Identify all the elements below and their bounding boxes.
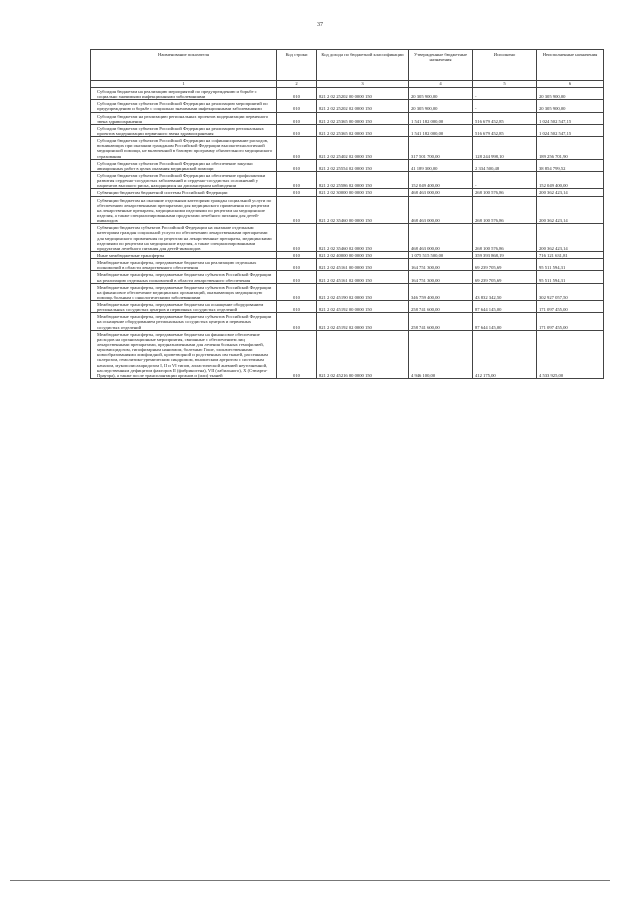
row-approved: 1 541 182 000,00 <box>409 112 473 124</box>
row-name: Межбюджетные трансферты, передаваемые бюджетам субъектов Российской Федерации на финансовое обеспечение медицинских организаций, оказывающих медицинскую помощь больным с онкологическими заболеваниями <box>91 283 277 300</box>
row-code: 010 <box>277 271 317 283</box>
table-row <box>91 137 604 160</box>
row-kbk: 821 2 02 25402 02 0000 150 <box>317 137 409 160</box>
row-unexecuted: 20 305 900,00 <box>537 88 604 100</box>
row-name: Субвенции бюджетам субъектов Российской Федерации на оказание отдельным категориям граждан социальной услуги по обеспечению лекарственными препаратами для медицинского применения по рецептам на лекарственные препараты, медицинскими изделиями по рецептам на медицинские изделия, а также специализированными продуктами лечебного питания для детей-инвалидов <box>91 224 277 252</box>
row-name: Межбюджетные трансферты, передаваемые бюджетам на оснащение оборудованием региональных сосудистых центров и первичных сосудистых отделений <box>91 301 277 313</box>
header-row-code: Код строки <box>277 50 317 81</box>
row-kbk: 821 2 02 25554 02 0000 150 <box>317 159 409 171</box>
row-code: 010 <box>277 196 317 224</box>
row-unexecuted: 716 121 631,81 <box>537 251 604 258</box>
row-executed: 359 393 868,19 <box>473 251 537 258</box>
table-row <box>91 159 604 171</box>
row-executed: 87 644 145,00 <box>473 313 537 330</box>
row-executed: 516 679 452,85 <box>473 112 537 124</box>
table-row <box>91 271 604 283</box>
table-row <box>91 124 604 136</box>
row-code: 010 <box>277 159 317 171</box>
column-number: 4 <box>409 81 473 88</box>
table-row <box>91 196 604 224</box>
row-unexecuted: 171 097 455,00 <box>537 301 604 313</box>
row-approved: 258 741 600,00 <box>409 313 473 330</box>
column-number: 1 <box>91 81 277 88</box>
row-unexecuted: 38 854 799,52 <box>537 159 604 171</box>
row-approved: 468 463 000,00 <box>409 189 473 196</box>
row-approved: 152 049 400,00 <box>409 171 473 188</box>
row-code: 010 <box>277 259 317 271</box>
row-code: 010 <box>277 301 317 313</box>
row-kbk: 821 2 02 45192 02 0000 150 <box>317 313 409 330</box>
row-kbk: 821 2 02 45190 02 0000 150 <box>317 283 409 300</box>
header-unexecuted: Неисполненные назначения <box>537 50 604 81</box>
row-approved: 20 305 900,00 <box>409 88 473 100</box>
row-code: 010 <box>277 330 317 378</box>
row-unexecuted: 1 024 502 547,15 <box>537 124 604 136</box>
row-kbk: 821 2 02 35460 02 0000 150 <box>317 224 409 252</box>
row-approved: 164 751 300,00 <box>409 259 473 271</box>
table-row <box>91 88 604 100</box>
row-name: Межбюджетные трансферты, передаваемые бюджетам субъектов Российской Федерации на реализацию отдельных полномочий в области лекарственного обеспечения <box>91 271 277 283</box>
row-name: Субвенции бюджетам бюджетной системы Российской Федерации <box>91 189 277 196</box>
table-row <box>91 189 604 196</box>
row-executed: - <box>473 88 537 100</box>
row-name: Субсидия бюджетам на реализацию мероприятий по предупреждению и борьбе с социально значимыми инфекционными заболеваниями <box>91 88 277 100</box>
row-executed: 412 175,00 <box>473 330 537 378</box>
table-row <box>91 259 604 271</box>
row-executed: 87 644 145,00 <box>473 301 537 313</box>
row-unexecuted: 189 256 701,90 <box>537 137 604 160</box>
row-kbk: 821 2 02 25202 02 0000 150 <box>317 100 409 112</box>
row-kbk: 821 2 02 40000 00 0000 150 <box>317 251 409 258</box>
row-unexecuted: 4 533 925,00 <box>537 330 604 378</box>
row-approved: 4 946 100,00 <box>409 330 473 378</box>
table-row <box>91 112 604 124</box>
row-unexecuted: 1 024 502 547,15 <box>537 112 604 124</box>
row-kbk: 821 2 02 25202 00 0000 150 <box>317 88 409 100</box>
row-unexecuted: 95 511 594,31 <box>537 259 604 271</box>
row-kbk: 821 2 02 45192 00 0000 150 <box>317 301 409 313</box>
row-executed: 69 239 705,69 <box>473 271 537 283</box>
column-number: 5 <box>473 81 537 88</box>
row-code: 010 <box>277 313 317 330</box>
table-row <box>91 313 604 330</box>
table-row <box>91 224 604 252</box>
row-approved: 258 741 600,00 <box>409 301 473 313</box>
page-number: 37 <box>317 22 323 28</box>
row-name: Субсидии бюджетам субъектов Российской Федерации на реализацию мероприятий по предупреждению и борьбе с социально значимыми инфекционными заболеваниями <box>91 100 277 112</box>
row-executed: - <box>473 171 537 188</box>
row-executed: 128 244 998,10 <box>473 137 537 160</box>
row-executed: 268 100 576,86 <box>473 224 537 252</box>
row-unexecuted: 171 097 455,00 <box>537 313 604 330</box>
row-unexecuted: 95 511 594,31 <box>537 271 604 283</box>
row-executed: 69 239 705,69 <box>473 259 537 271</box>
row-code: 010 <box>277 124 317 136</box>
row-name: Субсидии бюджетам субъектов Российской Федерации на реализацию региональных проектов модернизации первичного звена здравоохранения <box>91 124 277 136</box>
column-number: 3 <box>317 81 409 88</box>
row-approved: 20 305 900,00 <box>409 100 473 112</box>
table-header <box>91 50 604 88</box>
table-row <box>91 330 604 378</box>
row-approved: 468 463 000,00 <box>409 224 473 252</box>
column-number: 2 <box>277 81 317 88</box>
table-row <box>91 251 604 258</box>
row-kbk: 821 2 02 45161 00 0000 150 <box>317 259 409 271</box>
row-code: 010 <box>277 112 317 124</box>
row-kbk: 821 2 02 25586 02 0000 150 <box>317 171 409 188</box>
row-name: Субсидии бюджетам субъектов Российской Федерации на обеспечение закупки авиационных работ в целях оказания медицинской помощи <box>91 159 277 171</box>
budget-execution-table <box>90 49 604 379</box>
row-name: Иные межбюджетные трансферты <box>91 251 277 258</box>
row-unexecuted: 20 305 900,00 <box>537 100 604 112</box>
row-approved: 317 501 700,00 <box>409 137 473 160</box>
row-approved: 1 541 182 000,00 <box>409 124 473 136</box>
row-kbk: 821 2 02 35460 00 0000 150 <box>317 196 409 224</box>
row-unexecuted: 152 049 400,00 <box>537 171 604 188</box>
row-unexecuted: 302 927 057,50 <box>537 283 604 300</box>
table-row <box>91 283 604 300</box>
row-approved: 41 189 300,00 <box>409 159 473 171</box>
row-executed: - <box>473 100 537 112</box>
row-executed: 268 100 576,86 <box>473 196 537 224</box>
table-row <box>91 171 604 188</box>
row-unexecuted: 200 362 423,14 <box>537 189 604 196</box>
row-name: Субвенции бюджетам на оказание отдельным категориям граждан социальной услуги по обеспечению лекарственными препаратами для медицинского применения по рецептам на лекарственные препараты, медицинскими изделиями по рецептам на медицинские изделия, а также специализированными продуктами лечебного питания для детей-инвалидов <box>91 196 277 224</box>
row-kbk: 821 2 02 30000 00 0000 150 <box>317 189 409 196</box>
row-kbk: 821 2 02 45161 02 0000 150 <box>317 271 409 283</box>
row-approved: 468 463 000,00 <box>409 196 473 224</box>
row-executed: 2 334 500,48 <box>473 159 537 171</box>
row-name: Субсидии бюджетам субъектов Российской Федерации на обеспечение профилактики развития сердечно-сосудистых заболеваний и сердечно-сосудистых осложнений у пациентов высокого риска, находящихся на диспансерном наблюдении <box>91 171 277 188</box>
header-approved: Утвержденные бюджетные назначения <box>409 50 473 81</box>
row-code: 010 <box>277 171 317 188</box>
column-number: 6 <box>537 81 604 88</box>
row-code: 010 <box>277 100 317 112</box>
row-name: Межбюджетные трансферты, передаваемые бюджетам субъектов Российской Федерации на оснащение оборудованием региональных сосудистых центров и первичных сосудистых отделений <box>91 313 277 330</box>
row-name: Межбюджетные трансферты, передаваемые бюджетам на реализацию отдельных полномочий в области лекарственного обеспечения <box>91 259 277 271</box>
row-unexecuted: 200 362 423,14 <box>537 224 604 252</box>
row-kbk: 821 2 02 45216 00 0000 150 <box>317 330 409 378</box>
row-approved: 1 075 515 500,00 <box>409 251 473 258</box>
row-unexecuted: 200 362 423,14 <box>537 196 604 224</box>
row-code: 010 <box>277 137 317 160</box>
table-row <box>91 100 604 112</box>
header-executed: Исполнено <box>473 50 537 81</box>
row-name: Субсидии бюджетам на реализацию региональных проектов модернизации первичного звена здравоохранения <box>91 112 277 124</box>
row-code: 010 <box>277 189 317 196</box>
row-kbk: 821 2 02 25365 00 0000 150 <box>317 112 409 124</box>
row-executed: 268 100 576,86 <box>473 189 537 196</box>
row-code: 010 <box>277 224 317 252</box>
row-name: Межбюджетные трансферты, передаваемые бюджетам на финансовое обеспечение расходов на организационные мероприятия, связанные с обеспечением лиц лекарственными препаратами, предназначенными для лечения больных гемофилией, муковисцидозом, гипофизарным нанизмом, болезнью Гоше, злокачественными новообразованиями лимфоидной, кроветворной и родственных им тканей, рассеянным склерозом, гемолитико-уремическим синдромом, юношеским артритом с системным началом, мукополисахаридозом I, II и VI типов, апластической анемией неуточненной, наследственным дефицитом факторов II (фибриногена), VII (лабильного), X (Стюарта-Прауэра), а также после трансплантации органов и (или) тканей <box>91 330 277 378</box>
row-approved: 346 759 400,00 <box>409 283 473 300</box>
row-name: Субсидии бюджетам субъектов Российской Федерации на софинансирование расходов, возникающих при оказании гражданам Российской Федерации высокотехнологичной медицинской помощи, не включенной в базовую программу обязательного медицинского страхования <box>91 137 277 160</box>
row-approved: 164 751 300,00 <box>409 271 473 283</box>
table-body <box>91 88 604 379</box>
header-revenue-code: Код дохода по бюджетной классификации <box>317 50 409 81</box>
table-row <box>91 301 604 313</box>
page-bottom-divider <box>10 880 610 881</box>
row-kbk: 821 2 02 25365 02 0000 150 <box>317 124 409 136</box>
header-indicator-name: Наименование показателя <box>91 50 277 81</box>
row-code: 010 <box>277 88 317 100</box>
row-code: 010 <box>277 251 317 258</box>
row-code: 010 <box>277 283 317 300</box>
row-executed: 516 679 452,85 <box>473 124 537 136</box>
row-executed: 43 832 342,50 <box>473 283 537 300</box>
